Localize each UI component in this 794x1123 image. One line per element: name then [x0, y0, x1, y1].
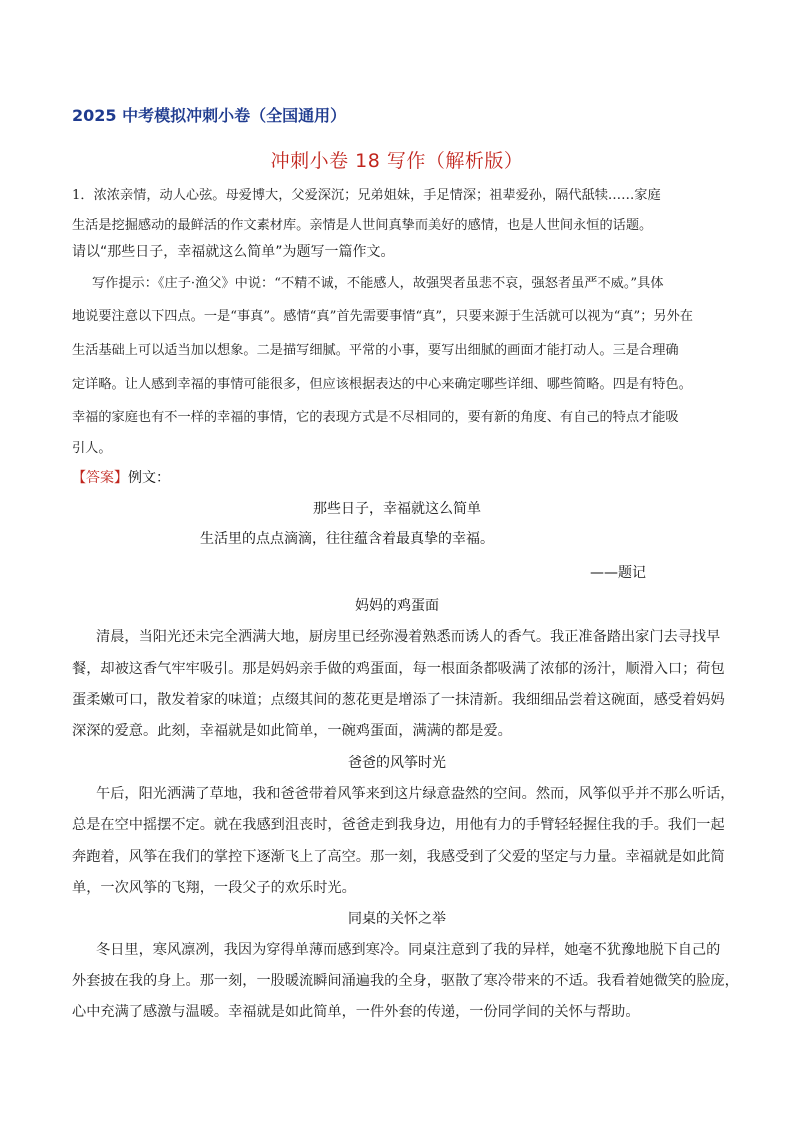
section-subtitle: 同桌的关怀之举 [348, 911, 446, 927]
paragraph-line: 总是在空中摇摆不定。就在我感到沮丧时，爸爸走到我身边，用他有力的手臂轻轻握住我的手。我们一起 [72, 817, 725, 833]
question-line-1: 1．浓浓亲情，动人心弦。母爱博大，父爱深沉；兄弟姐妹，手足情深；祖辈爱孙，隔代舐犊……家庭 [72, 188, 661, 203]
tips-line: 幸福的家庭也有不一样的幸福的事情，它的表现方式是不尽相同的，要有新的角度、有自己的特点才能吸 [72, 410, 679, 425]
tips-line: 引人。 [72, 441, 112, 456]
paragraph-line: 深深的爱意。此刻，幸福就是如此简单，一碗鸡蛋面，满满的都是爱。 [72, 723, 512, 739]
paragraph-line: 单，一次风筝的飞翔，一段父子的欢乐时光。 [72, 880, 356, 896]
paragraph-line: 心中充满了感激与温暖。幸福就是如此简单，一件外套的传递，一份同学间的关怀与帮助。 [72, 1004, 640, 1020]
question-line-2: 生活是挖掘感动的最鲜活的作文素材库。亲情是人世间真挚而美好的感情，也是人世间永恒的话题。 [72, 218, 653, 233]
document-title: 冲刺小卷 18 写作（解析版） [270, 150, 524, 172]
paragraph-line: 蛋柔嫩可口，散发着家的味道；点缀其间的葱花更是增添了一抹清新。我细细品尝着这碗面，感受着妈妈 [72, 692, 725, 708]
paragraph-line: 冬日里，寒风凛冽，我因为穿得单薄而感到寒冷。同桌注意到了我的异样，她毫不犹豫地脱下自己的 [96, 942, 721, 958]
tips-line: 生活基础上可以适当加以想象。二是描写细腻。平常的小事，要写出细腻的画面才能打动人。三是合理确 [72, 343, 679, 358]
paragraph-line: 清晨，当阳光还未完全洒满大地，厨房里已经弥漫着熟悉而诱人的香气。我正准备踏出家门去寻找早 [96, 629, 721, 645]
answer-suffix: 例文： [128, 470, 170, 486]
paragraph-line: 午后，阳光洒满了草地，我和爸爸带着风筝来到这片绿意盎然的空间。然而，风筝似乎并不那么听话， [96, 786, 735, 802]
section-subtitle: 爸爸的风筝时光 [348, 755, 446, 771]
paragraph-line: 餐，却被这香气牢牢吸引。那是妈妈亲手做的鸡蛋面，每一根面条都吸满了浓郁的汤汁，顺滑入口；荷包 [72, 661, 725, 677]
series-title: 2025 中考模拟冲刺小卷（全国通用） [72, 106, 347, 125]
tips-line: 写作提示：《庄子·渔父》中说：“不精不诚，不能感人，故强哭者虽悲不哀，强怒者虽严不威。”具体 [92, 276, 664, 291]
answer-label [72, 467, 170, 487]
answer-bracket-label: 【答案】 [72, 470, 128, 486]
paragraph-line: 外套披在我的身上。那一刻，一股暖流瞬间涌遍我的全身，驱散了寒冷带来的不适。我看着她微笑的脸庞， [72, 973, 739, 989]
section-subtitle: 妈妈的鸡蛋面 [355, 598, 439, 614]
epigraph: 生活里的点点滴滴，往往蕴含着最真挚的幸福。 [200, 531, 494, 547]
essay-title: 那些日子，幸福就这么简单 [313, 501, 481, 517]
tips-line: 地说要注意以下四点。一是“事真”。感情“真”首先需要事情“真”，只要来源于生活就可以视为“真”；另外在 [72, 309, 693, 324]
epigraph-source: ——题记 [590, 565, 646, 581]
tips-line: 定详略。让人感到幸福的事情可能很多，但应该根据表达的中心来确定哪些详细、哪些简略。四是有特色。 [72, 377, 692, 392]
writing-prompt: 请以“那些日子，幸福就这么简单”为题写一篇作文。 [72, 244, 395, 260]
paragraph-line: 奔跑着，风筝在我们的掌控下逐渐飞上了高空。那一刻，我感受到了父爱的坚定与力量。幸福就是如此简 [72, 849, 725, 865]
